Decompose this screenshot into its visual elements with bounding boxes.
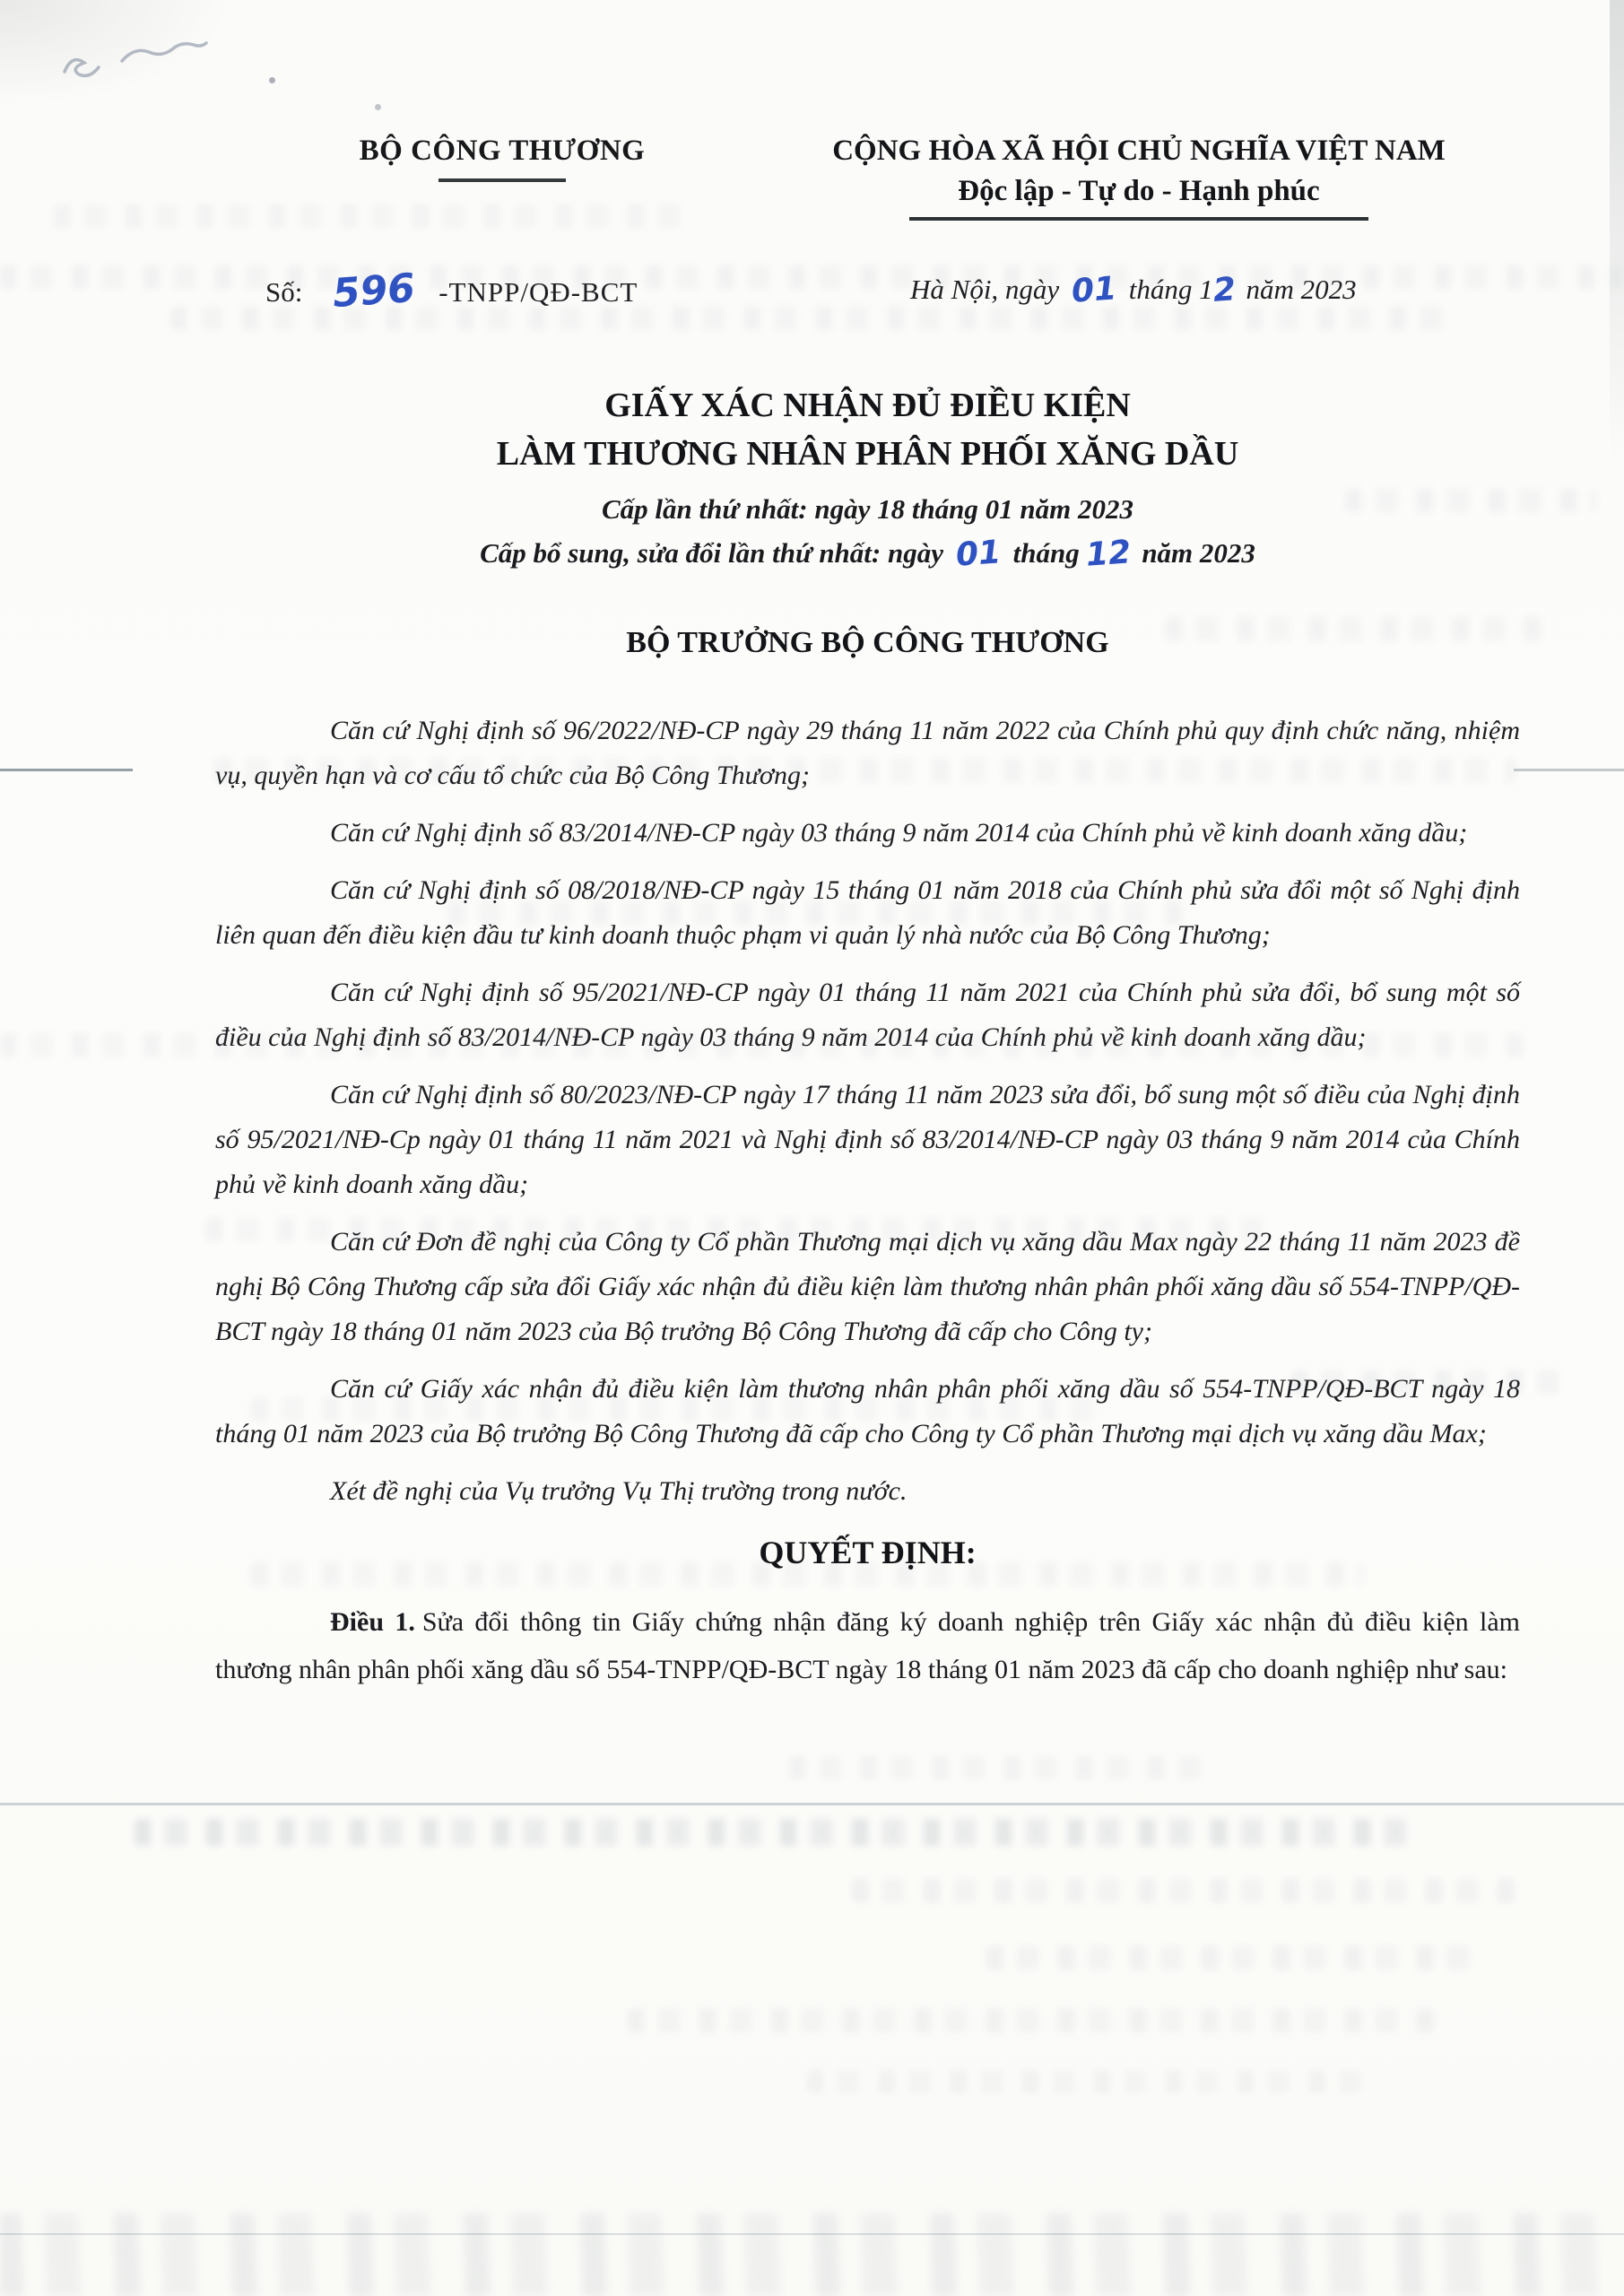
document-title-block [215,386,1520,574]
scan-artifact-line [0,769,133,771]
amend-prefix: Cấp bổ sung, sửa đổi lần thứ nhất: ngày [480,537,943,569]
issuing-agency-name: BỘ CÔNG THƯƠNG [359,135,646,167]
bleedthrough-ghost [54,204,682,228]
amend-suffix: năm 2023 [1142,537,1255,569]
bleedthrough-ghost [135,1819,1408,1846]
scan-edge-shade [1610,0,1624,466]
bleedthrough-ghost [0,265,1624,289]
article-1-paragraph [215,1598,1520,1693]
scan-artifact-line [0,2233,1624,2235]
motto-underline [909,217,1368,221]
handwritten-day: 01 [1070,270,1118,310]
place-prefix: Hà Nội, ngày [910,274,1060,305]
title-line-1: GIẤY XÁC NHẬN ĐỦ ĐIỀU KIỆN [604,387,1131,424]
number-label: Số: [265,276,303,308]
recital-paragraph: Căn cứ Nghị định số 08/2018/NĐ-CP ngày 15 tháng 01 năm 2018 của Chính phủ sửa đổi một số Nghị định liên quan đến điều kiện đầu tư kinh doanh thuộc phạm vi quản lý nhà nước của Bộ Công Thương; [215,875,1520,950]
handwritten-document-number: 596 [331,265,417,317]
scan-artifact-line [1514,769,1624,771]
authority-heading: BỘ TRƯỞNG BỘ CÔNG THƯƠNG [626,626,1109,659]
place-date-line [910,270,1357,310]
year-suffix: năm 2023 [1246,274,1357,305]
issuing-agency-block [251,135,753,182]
handwritten-amend-day: 01 [954,534,1003,574]
ink-speck [375,104,381,110]
amendment-issue-line [215,534,1520,574]
handwritten-amend-month: 12 [1085,534,1133,574]
month-prefix: tháng 1 [1128,274,1213,305]
bleedthrough-ghost [789,1756,1220,1779]
ink-speck [269,77,275,83]
title-line-2: LÀM THƯƠNG NHÂN PHÂN PHỐI XĂNG DẦU [496,435,1239,473]
document-number-line [265,265,638,317]
bleedthrough-ghost [852,1879,1524,1902]
scan-artifact-line [0,1803,1624,1805]
decision-heading: QUYẾT ĐỊNH: [759,1535,977,1570]
scan-corner-shade [0,0,233,108]
first-issue-line: Cấp lần thứ nhất: ngày 18 tháng 01 năm 2023 [601,493,1134,525]
bleedthrough-ghost [986,1946,1489,1970]
recital-paragraph: Căn cứ Nghị định số 83/2014/NĐ-CP ngày 03 tháng 9 năm 2014 của Chính phủ về kinh doanh xăng dầu; [330,818,1468,848]
pencil-scribble-mark [52,25,267,97]
recital-paragraph: Căn cứ Giấy xác nhận đủ điều kiện làm thương nhân phân phối xăng dầu số 554-TNPP/QĐ-BCT ngày 18 tháng 01 năm 2023 của Bộ trưởng Bộ Công Thương đã cấp cho Công ty Cổ phần Thương mại dịch vụ xăng dầu Max; [215,1374,1520,1448]
bleedthrough-ghost [807,2070,1363,2093]
recital-paragraph: Xét đề nghị của Vụ trưởng Vụ Thị trường trong nước. [330,1476,908,1506]
handwritten-month-digit: 2 [1211,271,1238,309]
article-1-label: Điều 1. [330,1607,415,1637]
bleedthrough-bottom-band [0,2213,1624,2296]
document-body [215,709,1520,1693]
bleedthrough-ghost [628,2009,1435,2032]
recital-paragraph: Căn cứ Đơn đề nghị của Công ty Cổ phần Thương mại dịch vụ xăng dầu Max ngày 22 tháng 11 năm 2023 đề nghị Bộ Công Thương cấp sửa đổi Giấy xác nhận đủ điều kiện làm thương nhân phân phối xăng dầu số 554-TNPP/QĐ-BCT ngày 18 tháng 01 năm 2023 của Bộ trưởng Bộ Công Thương đã cấp cho Công ty; [215,1227,1520,1346]
recital-paragraph: Căn cứ Nghị định số 80/2023/NĐ-CP ngày 17 tháng 11 năm 2023 sửa đổi, bổ sung một số điều của Nghị định số 95/2021/NĐ-Cp ngày 01 tháng 11 năm 2021 và Nghị định số 83/2014/NĐ-CP ngày 03 tháng 9 năm 2014 của Chính phủ về kinh doanh xăng dầu; [215,1080,1520,1199]
recital-paragraph: Căn cứ Nghị định số 95/2021/NĐ-CP ngày 01 tháng 11 năm 2021 của Chính phủ sửa đổi, bổ sung một số điều của Nghị định số 83/2014/NĐ-CP ngày 03 tháng 9 năm 2014 của Chính phủ về kinh doanh xăng dầu; [215,978,1520,1052]
national-title: CỘNG HÒA XÃ HỘI CHỦ NGHĨA VIỆT NAM [832,135,1446,167]
national-motto: Độc lập - Tự do - Hạnh phúc [958,175,1320,207]
article-1-text: Sửa đổi thông tin Giấy chứng nhận đăng ký doanh nghiệp trên Giấy xác nhận đủ điều kiện làm thương nhân phân phối xăng dầu số 554-TNPP/QĐ-BCT ngày 18 tháng 01 năm 2023 đã cấp cho doanh nghiệp như sau: [215,1607,1520,1684]
national-motto-block [767,135,1511,221]
amend-mid: tháng [1012,537,1080,569]
agency-underline [439,178,566,182]
document-code: -TNPP/QĐ-BCT [439,276,638,308]
recital-paragraph: Căn cứ Nghị định số 96/2022/NĐ-CP ngày 29 tháng 11 năm 2022 của Chính phủ quy định chức năng, nhiệm vụ, quyền hạn và cơ cấu tổ chức của Bộ Công Thương; [215,716,1520,790]
